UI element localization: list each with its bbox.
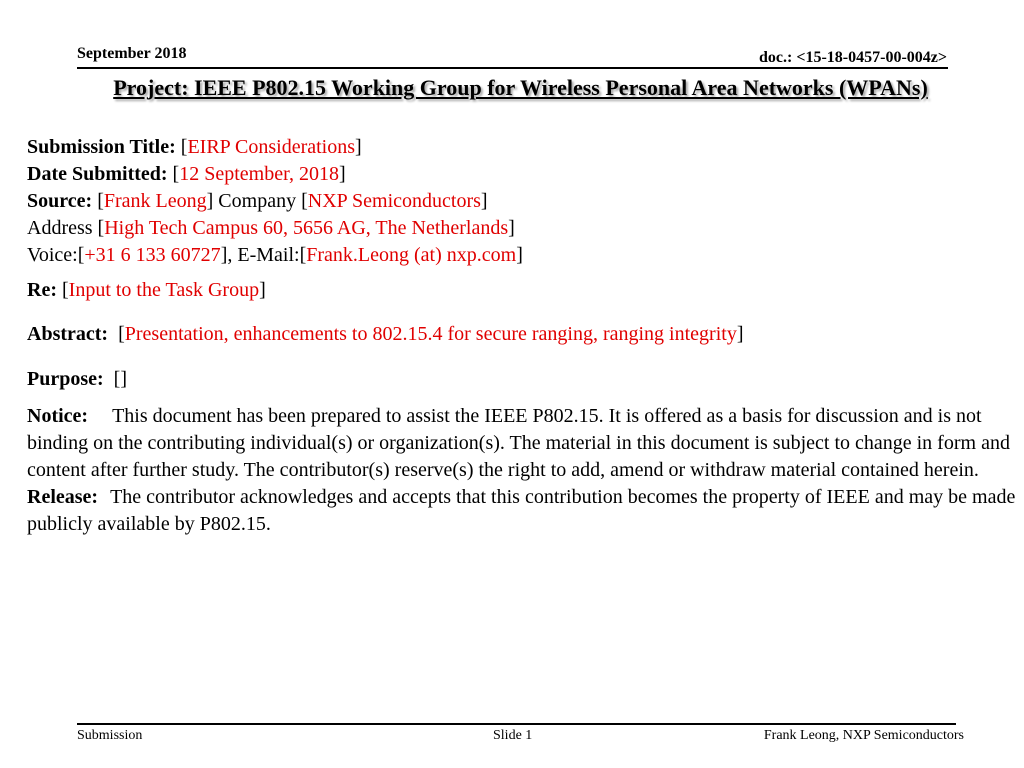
release-paragraph (27, 484, 1017, 538)
footer-submission: Submission (77, 728, 143, 743)
source-row: Source: [Frank Leong] Company [NXP Semiconductors] (27, 190, 488, 212)
email-value: Frank.Leong (at) nxp.com (306, 244, 517, 266)
submission-metadata (27, 134, 523, 269)
address-value: High Tech Campus 60, 5656 AG, The Netherlands (104, 217, 509, 239)
source-name: Frank Leong (103, 190, 207, 212)
notice-paragraph (27, 403, 1017, 484)
voice-value: +31 6 133 60727 (84, 244, 221, 266)
release-label: Release: (27, 486, 99, 508)
company-value: NXP Semiconductors (307, 190, 481, 212)
footer-slide-number: Slide 1 (493, 728, 533, 743)
re-label: Re: (27, 279, 57, 301)
notice-label: Notice: (27, 405, 89, 427)
re-value: Input to the Task Group (68, 279, 260, 301)
header-divider (77, 67, 948, 69)
header-date: September 2018 (77, 45, 187, 62)
notice-block (27, 403, 1017, 538)
address-row: Address [High Tech Campus 60, 5656 AG, The Netherlands] (27, 217, 515, 239)
date-submitted-value: 12 September, 2018 (179, 163, 339, 185)
abstract-label: Abstract: (27, 323, 109, 345)
header-doc-id: doc.: <15-18-0457-00-004z> (759, 49, 947, 66)
date-submitted-row: Date Submitted: [12 September, 2018] (27, 163, 346, 185)
contact-row: Voice:[+31 6 133 60727], E-Mail:[Frank.Leong (at) nxp.com] (27, 244, 523, 266)
voice-label: Voice: (27, 244, 78, 266)
submission-title-value: EIRP Considerations (187, 136, 356, 158)
footer-divider (77, 723, 956, 725)
abstract-row: Abstract: [Presentation, enhancements to 802.15.4 for secure ranging, ranging integrity] (27, 323, 744, 345)
date-submitted-label: Date Submitted: (27, 163, 168, 185)
company-label: Company (218, 190, 297, 212)
purpose-row: Purpose: [] (27, 368, 128, 390)
re-row: Re: [Input to the Task Group] (27, 279, 266, 301)
address-label: Address (27, 217, 93, 239)
purpose-label: Purpose: (27, 368, 104, 390)
footer-author: Frank Leong, NXP Semiconductors (763, 728, 964, 743)
notice-text: This document has been prepared to assist the IEEE P802.15. It is offered as a basis for discussion and is not binding on the contributing individual(s) or organization(s). The material in this document is subject to change in form and content after further study. The contributor(s) reserve(s) the right to add, amend or withdraw material contained herein. (27, 405, 1010, 481)
submission-title-row: Submission Title: [EIRP Considerations] (27, 136, 362, 158)
email-label: E-Mail: (237, 244, 300, 266)
abstract-value: Presentation, enhancements to 802.15.4 for secure ranging, ranging integrity (124, 323, 737, 345)
project-title: Project: IEEE P802.15 Working Group for Wireless Personal Area Networks (WPANs) (113, 75, 928, 100)
source-label: Source: (27, 190, 93, 212)
release-text: The contributor acknowledges and accepts that this contribution becomes the property of IEEE and may be made publicly available by P802.15. (27, 486, 1016, 535)
submission-title-label: Submission Title: (27, 136, 176, 158)
